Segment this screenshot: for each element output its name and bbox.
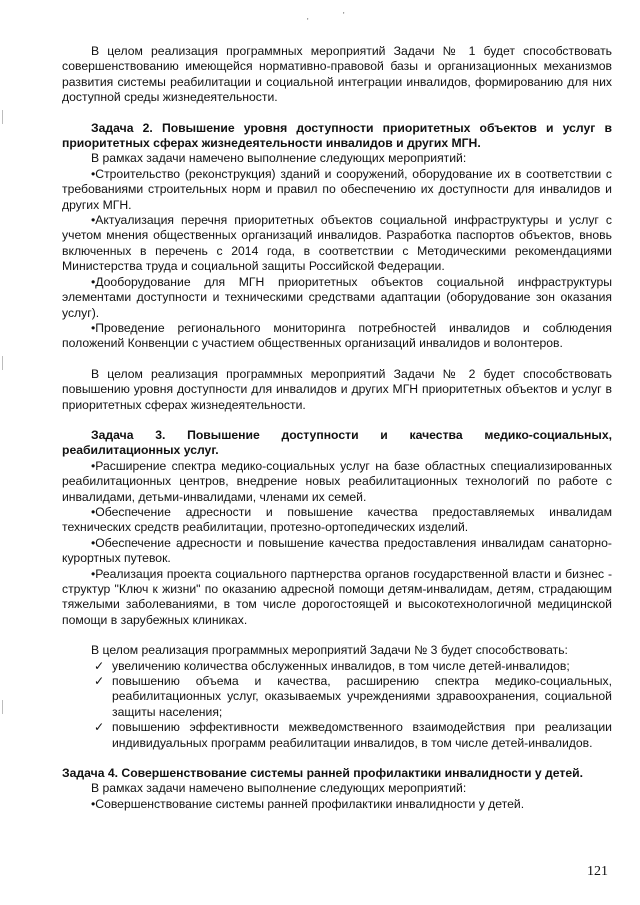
checklist-item-text: повышению объема и качества, расширению спектра медико-социальных, реабилитационных услуг, оказываемых учреждениями здравоохранения, социальной защиты населения;: [112, 674, 612, 719]
scan-margin-mark: [2, 110, 3, 124]
checklist-item: [94, 674, 612, 720]
paragraph: В целом реализация программных мероприятий Задачи № 3 будет способствовать:: [91, 643, 568, 658]
scan-margin-mark: [2, 700, 3, 714]
bullet-paragraph: •Строительство (реконструкция) зданий и сооружений, оборудование их в соответствии с требованиями строительных норм и правил по обеспечению их доступности для инвалидов и других МГН.: [62, 166, 612, 212]
paragraph-spacer: [62, 352, 612, 367]
paragraph: В рамках задачи намечено выполнение следующих мероприятий:: [91, 781, 467, 796]
task-heading: Задача 4. Совершенствование системы ранней профилактики инвалидности у детей.: [62, 766, 584, 781]
page-number: 121: [587, 863, 608, 879]
paragraph: В целом реализация программных мероприятий Задачи № 1 будет способствовать совершенствованию имеющейся нормативно-правовой базы и организационных механизмов развития системы реабилитации и социальной интеграции инвалидов, формированию для них доступной среды жизнедеятельности.: [62, 44, 612, 105]
bullet-paragraph: •Актуализация перечня приоритетных объектов социальной инфраструктуры и услуг с учетом мнения общественных организаций инвалидов. Разработка паспортов объектов, вновь включенных в перечень с 2014 года, в соответствии с Методическими рекомендациями Министерства труда и социальной защиты Российской Федерации.: [62, 213, 612, 274]
paragraph-spacer: [62, 628, 612, 643]
checklist-item-text: повышению эффективности межведомственного взаимодействия при реализации индивидуальных программ реабилитации инвалидов, в том числе детей-инвалидов.: [112, 720, 612, 750]
outcomes-checklist: [62, 659, 612, 751]
document-body: [62, 44, 612, 812]
checkmark-icon: ✓: [94, 674, 105, 689]
bullet-paragraph: •Реализация проекта социального партнерства органов государственной власти и бизнес - структур "Ключ к жизни" по оказанию адресной помощи детям-инвалидам, детям, страдающим тяжелыми заболеваниями, в том числе дорогостоящей и высокотехнологичной медицинской помощи в зарубежных клиниках.: [62, 566, 612, 627]
scan-margin-mark: [2, 356, 3, 370]
paragraph: В рамках задачи намечено выполнение следующих мероприятий:: [91, 151, 467, 166]
paragraph: В целом реализация программных мероприятий Задачи № 2 будет способствовать повышению уровня доступности для инвалидов и других МГН приоритетных объектов и услуг в приоритетных сферах жизнедеятельности.: [62, 366, 612, 412]
scan-speck: ': [307, 17, 309, 26]
checkmark-icon: ✓: [94, 720, 105, 735]
checkmark-icon: ✓: [94, 658, 105, 673]
document-section-tasks-1-3: [62, 44, 612, 659]
bullet-paragraph: •Расширение спектра медико-социальных услуг на базе областных специализированных реабилитационных центров, внедрение новых реабилитационных технологий по работе с инвалидами, детьми-инвалидами, членами их семей.: [62, 458, 612, 504]
bullet-paragraph: •Дооборудование для МГН приоритетных объектов социальной инфраструктуры элементами доступности и техническими средствами адаптации (оборудование зон оказания услуг).: [62, 274, 612, 320]
checklist-item: [94, 658, 612, 674]
checklist-item: [94, 720, 612, 751]
bullet-paragraph: •Проведение регионального мониторинга потребностей инвалидов и соблюдения положений Конвенции с участием общественных организаций инвалидов и волонтеров.: [62, 320, 612, 351]
bullet-paragraph: •Обеспечение адресности и повышение качества предоставления инвалидам санаторно-курортных путевок.: [62, 535, 612, 566]
document-section-task-4: [62, 751, 612, 812]
task-heading: Задача 2. Повышение уровня доступности приоритетных объектов и услуг в приоритетных сферах жизнедеятельности инвалидов и других МГН.: [62, 120, 612, 151]
checklist-item-text: увеличению количества обслуженных инвалидов, в том числе детей-инвалидов;: [112, 658, 570, 673]
paragraph-spacer: [62, 106, 612, 121]
paragraph-spacer: [62, 413, 612, 428]
bullet-paragraph: •Обеспечение адресности и повышение качества предоставляемых инвалидам технических средств реабилитации, протезно-ортопедических изделий.: [62, 504, 612, 535]
bullet-paragraph: •Совершенствование системы ранней профилактики инвалидности у детей.: [91, 796, 525, 811]
paragraph-spacer: [62, 751, 612, 766]
task-heading: Задача 3. Повышение доступности и качества медико-социальных, реабилитационных услуг.: [62, 427, 612, 458]
scan-speck: ': [343, 11, 345, 20]
